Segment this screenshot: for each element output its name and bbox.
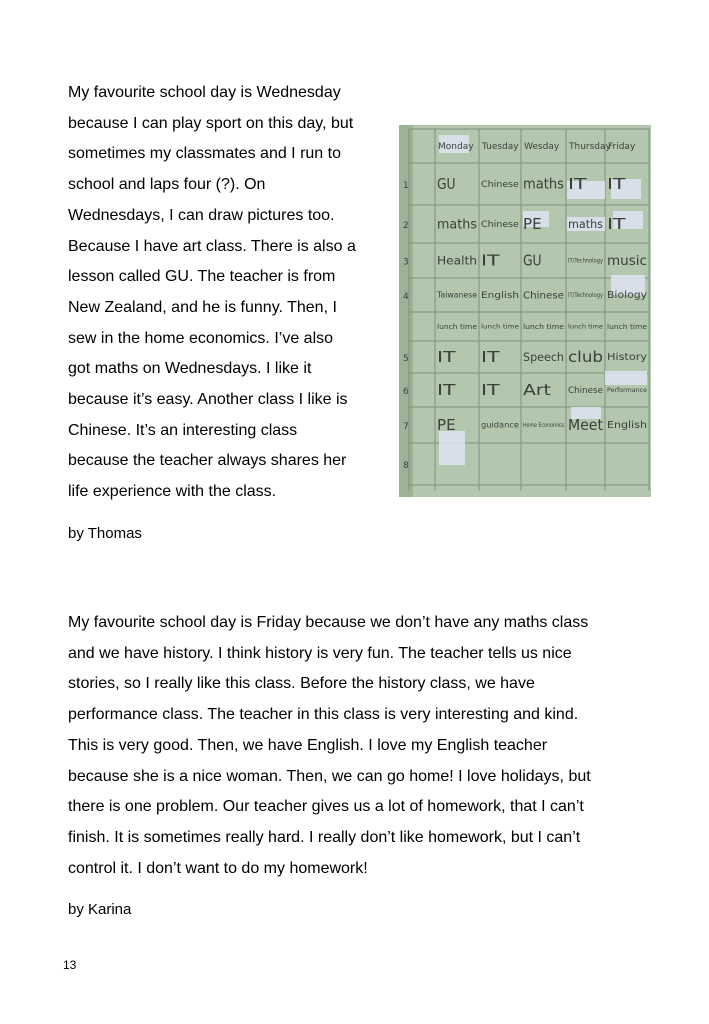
timetable-cell: maths [437, 216, 477, 233]
text-line: Chinese. It’s an interesting class [68, 421, 298, 439]
period-number: 5 [403, 354, 409, 364]
timetable-cell: IT [607, 175, 627, 193]
timetable-cell: PE [523, 215, 542, 233]
timetable-cell: IT [568, 175, 588, 193]
text-line: there is one problem. Our teacher gives us a lot of homework, that I can’t [68, 798, 584, 816]
text-line: New Zealand, and he is funny. Then, I [68, 298, 337, 316]
timetable-cell: GU [523, 251, 542, 270]
day-header: Friday [608, 142, 636, 152]
timetable-cell: Performance [607, 387, 648, 395]
timetable-cell: lunch time [523, 322, 564, 331]
timetable-cell: music [607, 253, 647, 270]
text-line: because it’s easy. Another class I like is [68, 391, 348, 409]
day-header: Tuesday [482, 142, 519, 152]
text-line: because the teacher always shares her [68, 452, 347, 470]
timetable-cell: Speech [523, 349, 564, 364]
text-line: Because I have art class. There is also a [68, 237, 356, 255]
text-line: My favourite school day is Wednesday [68, 84, 341, 101]
timetable-cell: maths [568, 216, 603, 231]
day-header: Wesday [524, 142, 560, 152]
timetable-cell: IT [437, 348, 457, 366]
timetable-cell: IT [481, 381, 501, 399]
timetable-drawing [399, 125, 651, 497]
timetable-cell: Art [523, 381, 552, 399]
timetable-cell: lunch time [437, 322, 477, 331]
timetable-cell: IT [607, 215, 627, 233]
period-number: 7 [403, 422, 409, 432]
period-number: 6 [403, 387, 409, 397]
text-line: Wednesdays, I can draw pictures too. [68, 206, 335, 224]
whiteout-patch [605, 371, 647, 385]
byline-karina: by Karina [68, 901, 132, 918]
timetable-cell: Health [437, 254, 477, 268]
text-line: My favourite school day is Friday because we don’t have any maths class [68, 614, 589, 631]
timetable-photo [399, 125, 651, 497]
timetable-cell: Chinese [481, 179, 520, 191]
period-number: 1 [403, 181, 409, 191]
text-line: got maths on Wednesdays. I like it [68, 360, 312, 378]
timetable-cell: lunch time [568, 323, 604, 331]
text-line: and we have history. I think history is very fun. The teacher tells us nice [68, 644, 572, 662]
period-number: 8 [403, 461, 409, 471]
timetable-cell: IT/Technology [568, 292, 604, 299]
timetable-cell: Chinese [523, 290, 564, 302]
text-line: because she is a nice woman. Then, we can go home! I love holidays, but [68, 767, 591, 785]
text-line: life experience with the class. [68, 483, 277, 501]
timetable-cell: IT/Technology [568, 257, 604, 265]
timetable-cell: IT [481, 251, 501, 270]
text-line: finish. It is sometimes really hard. I really don’t like homework, but I can’t [68, 828, 581, 846]
period-number: 4 [403, 292, 409, 302]
timetable-cell: club [568, 347, 603, 366]
period-number: 3 [403, 257, 409, 268]
timetable-cell: English [607, 420, 647, 432]
timetable-cell: lunch time [607, 322, 647, 331]
day-header: Thursday [569, 142, 611, 152]
timetable-cell: maths [523, 176, 564, 193]
timetable-cell: lunch time [481, 322, 519, 331]
timetable-cell: GU [437, 175, 456, 193]
text-line: control it. I don’t want to do my homework! [68, 859, 368, 877]
text-line: sometimes my classmates and I run to [68, 145, 341, 163]
text-line: lesson called GU. The teacher is from [68, 268, 336, 286]
timetable-cell: guidance [481, 419, 520, 430]
period-number: 2 [403, 221, 409, 231]
timetable-cell: PE [437, 416, 456, 434]
text-line: because I can play sport on this day, but [68, 114, 354, 132]
text-line: sew in the home economics. I’ve also [68, 329, 334, 347]
text-line: This is very good. Then, we have English. I love my English teacher [68, 736, 548, 754]
paragraph-thomas [68, 78, 386, 508]
whiteout-patch [439, 431, 465, 465]
timetable-cell: IT [481, 348, 501, 366]
timetable-cell: Meet [568, 415, 604, 434]
day-header: Monday [438, 142, 474, 152]
timetable-cell: Home Economics [523, 422, 564, 429]
text-line: performance class. The teacher in this class is very interesting and kind. [68, 706, 579, 724]
timetable-cell: Biology [607, 290, 648, 302]
text-line: stories, so I really like this class. Before the history class, we have [68, 675, 535, 693]
timetable-cell: English [481, 290, 520, 302]
paragraph-karina [68, 608, 648, 884]
byline-thomas: by Thomas [68, 525, 142, 542]
timetable-cell: IT [437, 381, 457, 399]
text-line: school and laps four (?). On [68, 176, 266, 194]
page-number: 13 [63, 958, 77, 972]
timetable-cell: Chinese [481, 219, 520, 231]
timetable-cell: Taiwanese [435, 290, 478, 300]
timetable-cell: Chinese [568, 385, 603, 396]
timetable-cell: History [607, 352, 648, 364]
